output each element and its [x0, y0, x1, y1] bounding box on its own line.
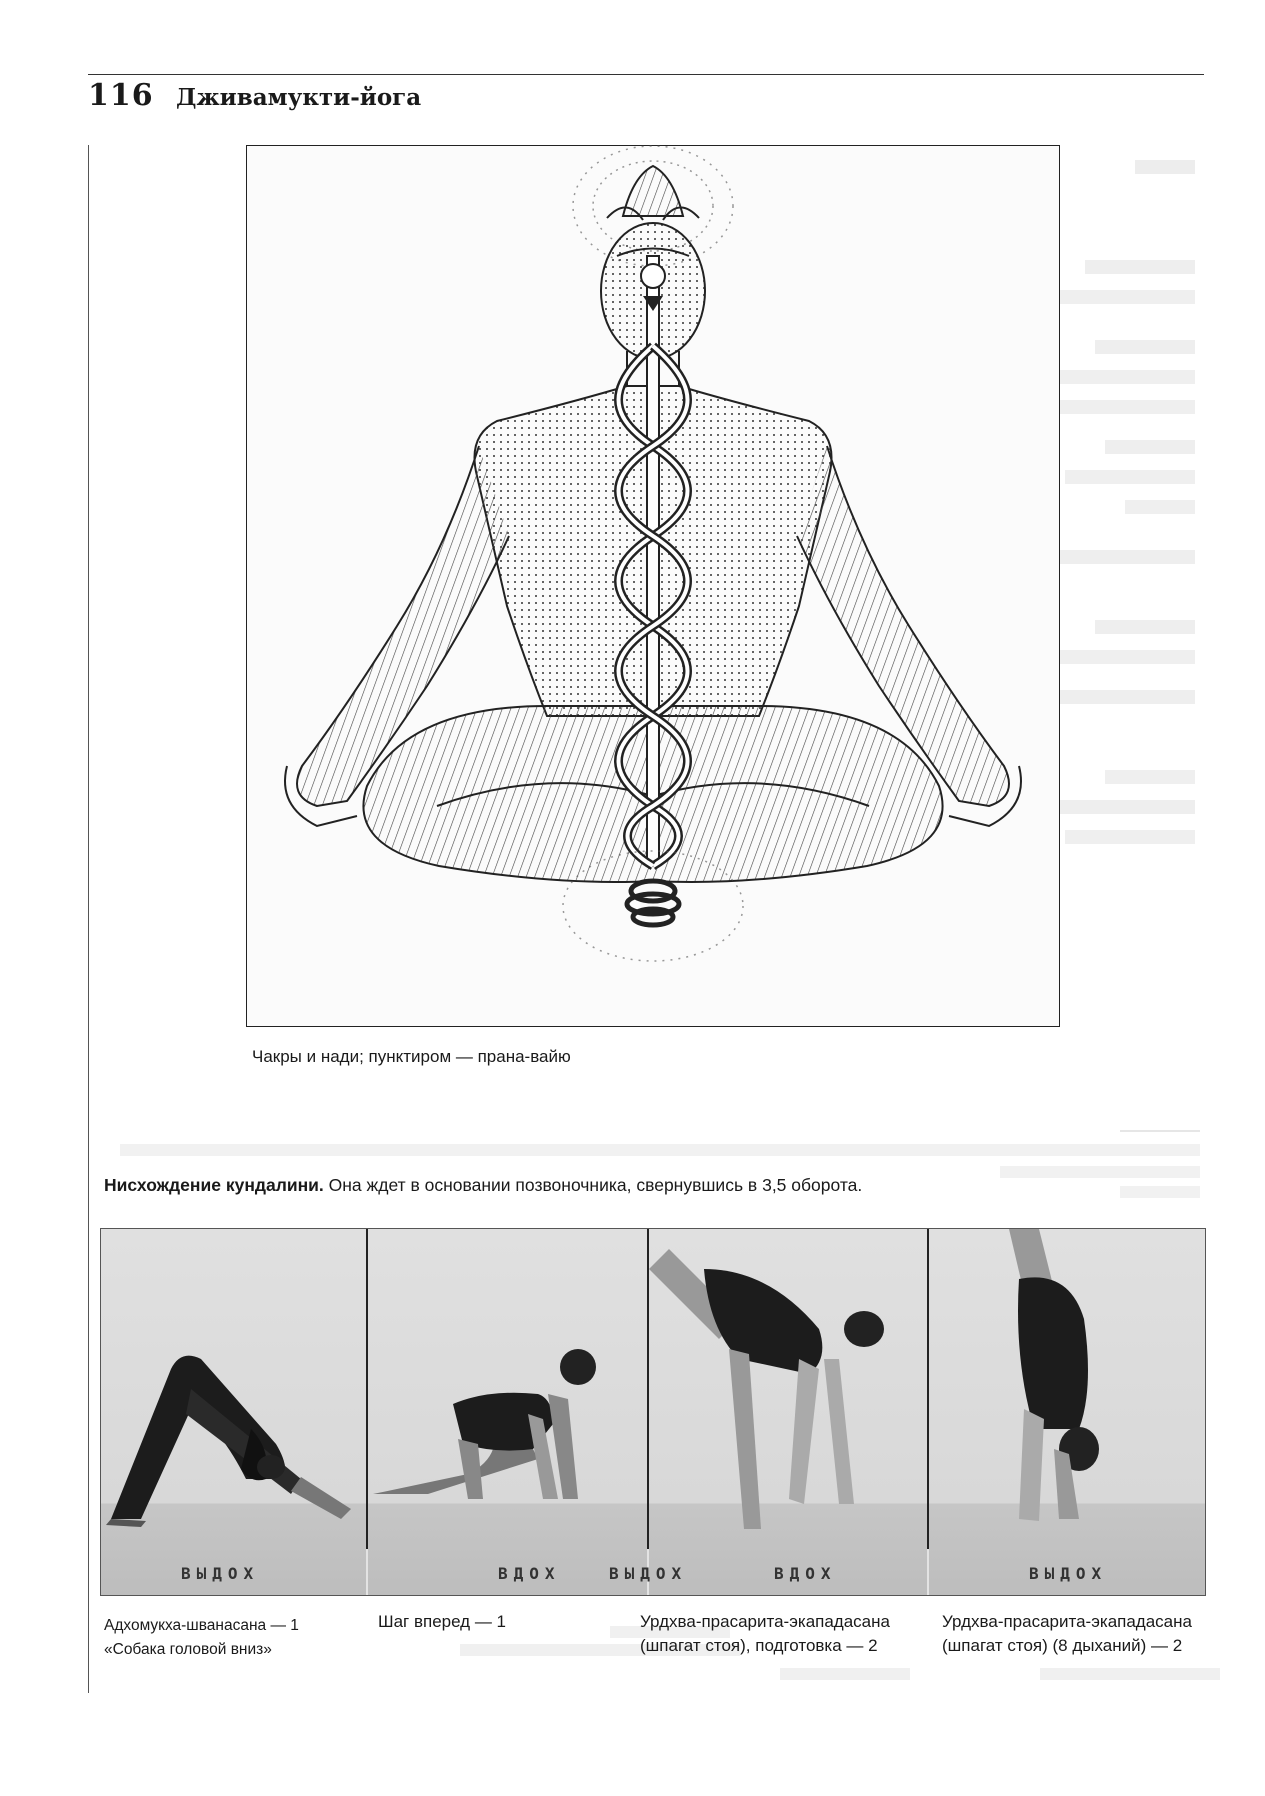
pose-caption-standing-split: [942, 1610, 1192, 1658]
standing-split-figure: [929, 1229, 1205, 1595]
pose-caption-step-forward: [378, 1610, 506, 1634]
kundalini-caption: [104, 1175, 862, 1196]
pose-caption-line: Адхомукха-шванасана — 1: [104, 1617, 299, 1634]
header-rule: [88, 74, 1204, 75]
breath-label: ВЫДОХ: [1029, 1564, 1108, 1583]
chakra-illustration: [247, 146, 1059, 1026]
pose-caption-line: Урдхва-прасарита-экападасана: [942, 1612, 1192, 1631]
page-number: 116: [88, 78, 154, 113]
crown-lotus: [607, 166, 699, 220]
ajna-chakra: [641, 264, 665, 288]
pose-caption-line: Урдхва-прасарита-экападасана: [640, 1612, 890, 1631]
kundalini-coil: [627, 881, 679, 925]
photo-downward-dog: [101, 1229, 366, 1595]
pose-caption-line: Шаг вперед — 1: [378, 1612, 507, 1631]
pose-caption-standing-split-prep: [640, 1610, 890, 1658]
chakra-illustration-frame: [246, 145, 1060, 1027]
pose-photo-strip: [100, 1228, 1206, 1596]
standing-split-prep-figure: [649, 1229, 927, 1595]
breath-label: ВЫДОХ: [609, 1564, 688, 1583]
step-forward-figure: [368, 1229, 647, 1595]
pose-caption-line: (шпагат стоя), подготовка — 2: [640, 1636, 878, 1655]
kundalini-text: Она ждет в основании позвоночника, свернувшись в 3,5 оборота.: [323, 1175, 863, 1195]
kundalini-title: Нисхождение кундалини.: [104, 1175, 324, 1195]
photo-standing-split: [929, 1229, 1205, 1595]
breath-label: ВДОХ: [498, 1564, 561, 1583]
downward-dog-figure: [101, 1229, 366, 1595]
photo-step-forward: [368, 1229, 647, 1595]
figure-caption: Чакры и нади; пунктиром — прана-вайю: [252, 1047, 571, 1066]
pose-caption-line: «Собака головой вниз»: [104, 1641, 272, 1658]
margin-rule: [88, 145, 89, 1693]
breath-label: ВЫДОХ: [181, 1564, 260, 1583]
book-title: Дживамукти-йога: [176, 84, 422, 111]
photo-standing-split-prep: [609, 1229, 927, 1595]
breath-label: ВДОХ: [774, 1564, 837, 1583]
pose-caption-downward-dog: [104, 1614, 299, 1662]
pose-caption-line: (шпагат стоя) (8 дыханий) — 2: [942, 1636, 1183, 1655]
